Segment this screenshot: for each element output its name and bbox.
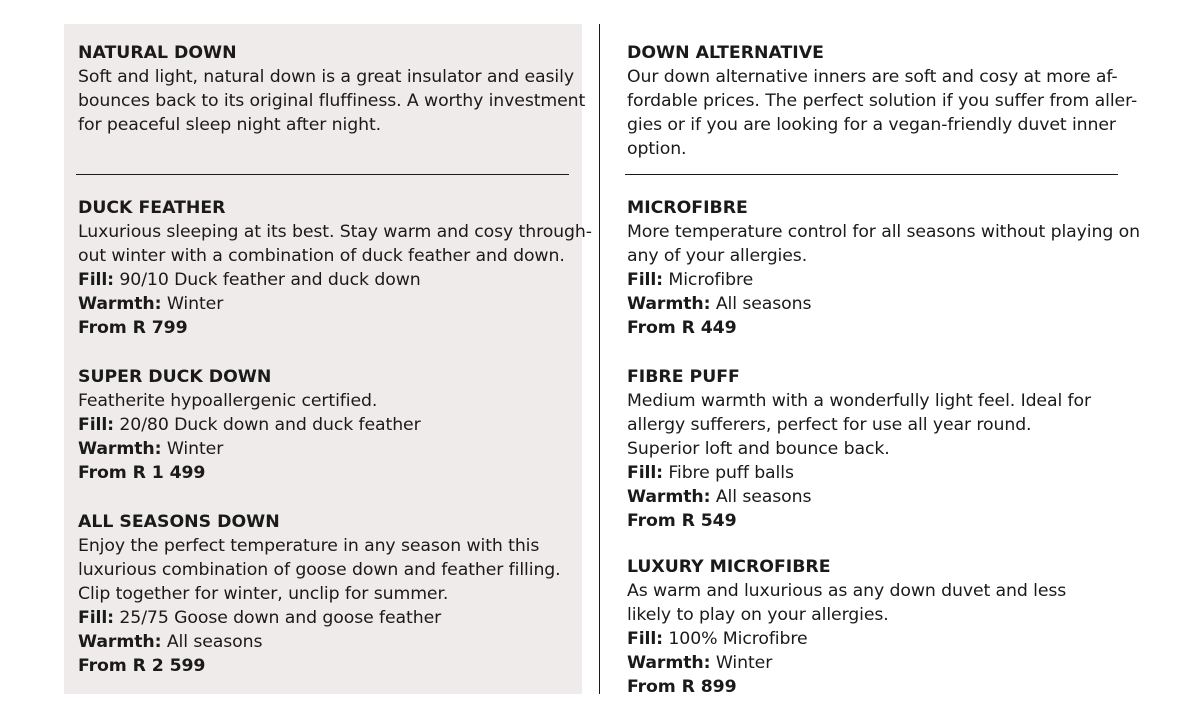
fill-value: Microfibre [668, 270, 754, 290]
price: From R 449 [627, 318, 737, 338]
column-divider [599, 24, 600, 694]
warmth-row [627, 651, 1147, 675]
fill-value: 20/80 Duck down and duck feather [119, 415, 421, 435]
warmth-label: Warmth: [627, 294, 711, 314]
section-title: FIBRE PUFF [627, 367, 740, 387]
fill-row [78, 606, 578, 630]
down-alternative-section [627, 41, 1137, 161]
warmth-value: Winter [715, 653, 773, 673]
left-column [78, 41, 586, 137]
all-seasons-down-section [78, 510, 578, 678]
natural-down-section [78, 41, 586, 137]
section-title: LUXURY MICROFIBRE [627, 557, 831, 577]
section-title: SUPER DUCK DOWN [78, 367, 272, 387]
warmth-value: All seasons [166, 632, 263, 652]
description-line: Enjoy the perfect temperature in any season with this [78, 536, 540, 556]
microfibre-section [627, 196, 1147, 340]
description-line: Luxurious sleeping at its best. Stay warm and cosy through- [78, 222, 592, 242]
left-column-products [78, 196, 592, 678]
description-line: Clip together for winter, unclip for summer. [78, 584, 449, 604]
description-line: likely to play on your allergies. [627, 605, 889, 625]
warmth-label: Warmth: [78, 439, 162, 459]
description-line: Our down alternative inners are soft and cosy at more af- [627, 67, 1118, 87]
description-line: More temperature control for all seasons without playing on [627, 222, 1140, 242]
luxury-microfibre-section [627, 555, 1147, 699]
price: From R 899 [627, 677, 737, 697]
warmth-value: Winter [166, 294, 224, 314]
warmth-row [78, 630, 578, 654]
fill-row [627, 461, 1147, 485]
fill-label: Fill: [78, 415, 114, 435]
fill-value: 25/75 Goose down and goose feather [119, 608, 442, 628]
section-title: DUCK FEATHER [78, 198, 226, 218]
warmth-label: Warmth: [78, 294, 162, 314]
description-line: gies or if you are looking for a vegan-friendly duvet inner [627, 115, 1116, 135]
warmth-label: Warmth: [78, 632, 162, 652]
warmth-value: All seasons [715, 487, 812, 507]
section-divider [76, 174, 569, 175]
warmth-row [78, 292, 578, 316]
description-line: Medium warmth with a wonderfully light feel. Ideal for [627, 391, 1092, 411]
warmth-label: Warmth: [627, 487, 711, 507]
warmth-label: Warmth: [627, 653, 711, 673]
super-duck-down-section [78, 365, 578, 485]
fill-label: Fill: [78, 608, 114, 628]
duck-feather-section [78, 196, 592, 340]
description-line: any of your allergies. [627, 246, 808, 266]
description-line: option. [627, 139, 687, 159]
fill-label: Fill: [627, 270, 663, 290]
right-column-products [627, 196, 1147, 699]
description-line: luxurious combination of goose down and feather filling. [78, 560, 561, 580]
fill-row [78, 268, 578, 292]
fill-row [627, 627, 1147, 651]
warmth-row [627, 292, 1147, 316]
description-line: fordable prices. The perfect solution if you suffer from aller- [627, 91, 1138, 111]
price: From R 2 599 [78, 656, 206, 676]
fibre-puff-section [627, 365, 1147, 533]
right-column [627, 41, 1137, 161]
price: From R 1 499 [78, 463, 206, 483]
price: From R 799 [78, 318, 188, 338]
fill-label: Fill: [627, 463, 663, 483]
warmth-row [78, 437, 578, 461]
warmth-value: Winter [166, 439, 224, 459]
fill-row [78, 413, 578, 437]
description-line: out winter with a combination of duck feather and down. [78, 246, 565, 266]
section-title: ALL SEASONS DOWN [78, 512, 280, 532]
description-line: for peaceful sleep night after night. [78, 115, 382, 135]
fill-label: Fill: [78, 270, 114, 290]
warmth-row [627, 485, 1147, 509]
fill-label: Fill: [627, 629, 663, 649]
section-title: DOWN ALTERNATIVE [627, 43, 824, 63]
section-title: NATURAL DOWN [78, 43, 237, 63]
warmth-value: All seasons [715, 294, 812, 314]
fill-value: Fibre puff balls [668, 463, 794, 483]
fill-value: 100% Microfibre [668, 629, 808, 649]
description-line: Superior loft and bounce back. [627, 439, 890, 459]
description-line: Soft and light, natural down is a great insulator and easily [78, 67, 574, 87]
price: From R 549 [627, 511, 737, 531]
description-line: As warm and luxurious as any down duvet and less [627, 581, 1067, 601]
description-line: allergy sufferers, perfect for use all year round. [627, 415, 1032, 435]
fill-value: 90/10 Duck feather and duck down [119, 270, 421, 290]
description-line: Featherite hypoallergenic certified. [78, 391, 378, 411]
section-divider [625, 174, 1118, 175]
fill-row [627, 268, 1147, 292]
section-title: MICROFIBRE [627, 198, 748, 218]
description-line: bounces back to its original fluffiness. A worthy investment [78, 91, 586, 111]
